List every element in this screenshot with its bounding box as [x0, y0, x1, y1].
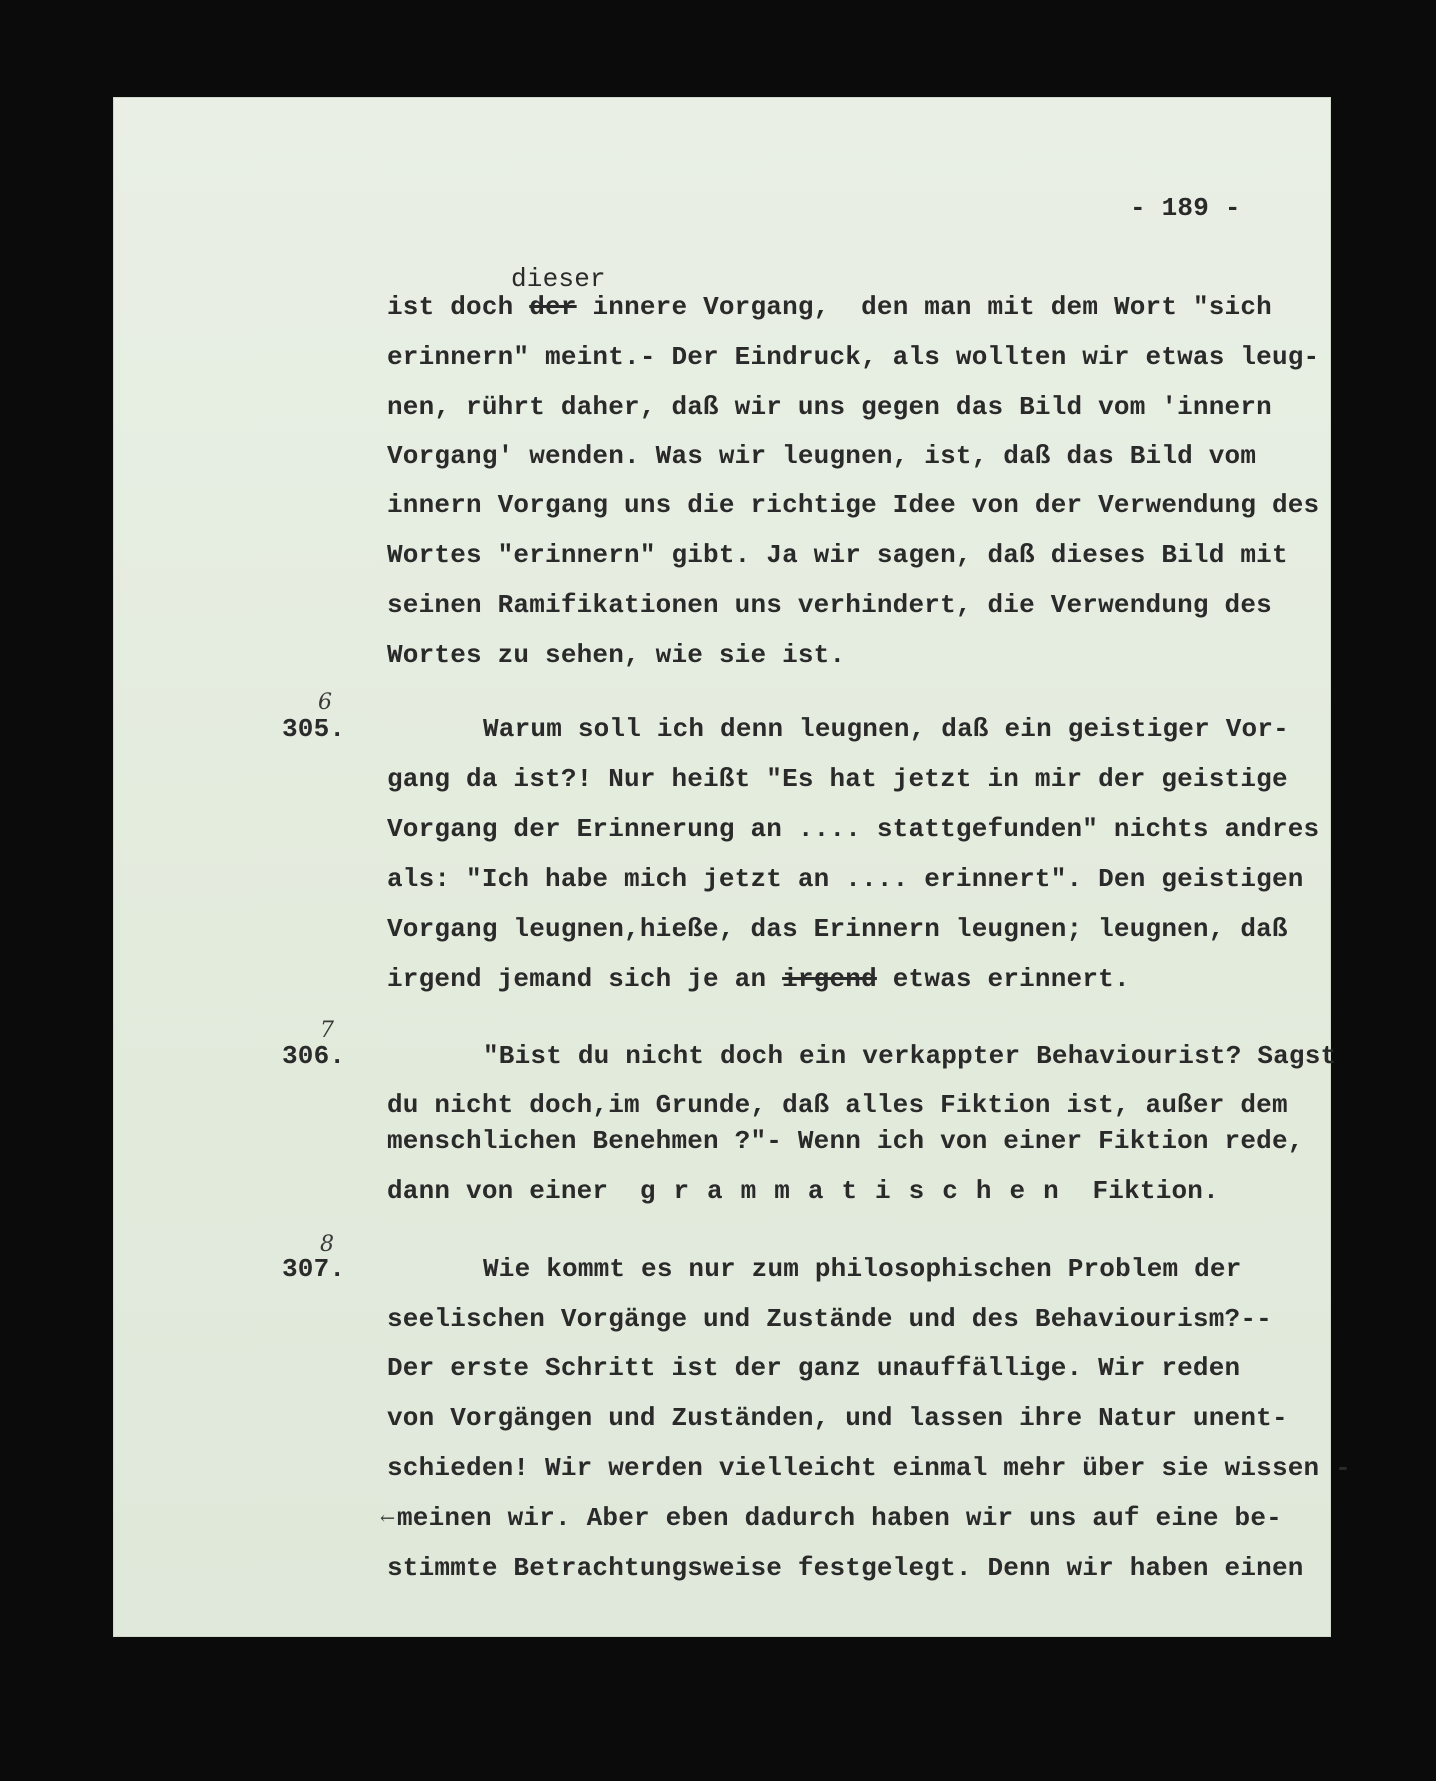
para3-line1: "Bist du nicht doch ein verkappter Behaviourist? Sagst	[483, 1041, 1337, 1071]
para4-line4: von Vorgängen und Zuständen, und lassen ihre Natur unent-	[387, 1403, 1288, 1433]
para3-line4	[387, 1178, 1219, 1204]
para4-line2: seelischen Vorgänge und Zustände und des Behaviourism?--	[387, 1304, 1272, 1334]
para1-line3: nen, rührt daher, daß wir uns gegen das Bild vom 'innern	[387, 392, 1272, 422]
remark-number-307: 307.	[282, 1254, 346, 1284]
para2-line3: Vorgang der Erinnerung an .... stattgefunden" nichts andres	[387, 814, 1320, 844]
para2-line2: gang da ist?! Nur heißt "Es hat jetzt in mir der geistige	[387, 764, 1288, 794]
para1-line1	[387, 294, 1272, 320]
para2-line4: als: "Ich habe mich jetzt an .... erinnert". Den geistigen	[387, 864, 1304, 894]
handwritten-number-7: 7	[320, 1018, 334, 1043]
para2-line6-start: irgend jemand sich je an	[387, 964, 783, 994]
para2-line5: Vorgang leugnen,hieße, das Erinnern leugnen; leugnen, daß	[387, 914, 1288, 944]
handwritten-arrow-mark: ←	[380, 1508, 396, 1529]
para2-line6-end: etwas erinnert.	[876, 964, 1130, 994]
remark-number-306: 306.	[282, 1041, 346, 1071]
para1-line7: seinen Ramifikationen uns verhindert, die Verwendung des	[387, 590, 1272, 620]
para4-line6: meinen wir. Aber eben dadurch haben wir uns auf eine be-	[397, 1503, 1282, 1533]
para1-line2: erinnern" meint.- Der Eindruck, als wollten wir etwas leug-	[387, 342, 1320, 372]
para1-line6: Wortes "erinnern" gibt. Ja wir sagen, daß dieses Bild mit	[387, 540, 1288, 570]
para3-line4-end: Fiktion.	[1076, 1176, 1219, 1206]
insertion-word: dieser	[511, 264, 606, 294]
page-number: - 189 -	[1130, 193, 1241, 223]
para1-line1-start: ist doch	[387, 292, 530, 322]
para4-line7: stimmte Betrachtungsweise festgelegt. Denn wir haben einen	[387, 1553, 1304, 1583]
handwritten-number-6: 6	[318, 690, 332, 715]
para1-line5: innern Vorgang uns die richtige Idee von der Verwendung des	[387, 490, 1320, 520]
remark-number-305: 305.	[282, 714, 346, 744]
para3-line4-start: dann von einer	[387, 1176, 640, 1206]
para3-line3: menschlichen Benehmen ?"- Wenn ich von einer Fiktion rede,	[387, 1126, 1304, 1156]
para3-line2: du nicht doch,im Grunde, daß alles Fiktion ist, außer dem	[387, 1090, 1288, 1120]
para4-line5: schieden! Wir werden vielleicht einmal mehr über sie wissen -	[387, 1453, 1351, 1483]
para4-line1: Wie kommt es nur zum philosophischen Problem der	[483, 1254, 1242, 1284]
para1-line8: Wortes zu sehen, wie sie ist.	[387, 640, 846, 670]
spaced-word: grammatischen	[639, 1176, 1077, 1206]
para1-line4: Vorgang' wenden. Was wir leugnen, ist, daß das Bild vom	[387, 441, 1257, 471]
para2-line1: Warum soll ich denn leugnen, daß ein geistiger Vor-	[483, 714, 1289, 744]
para2-line6	[387, 966, 1130, 992]
para1-line1-end: innere Vorgang, den man mit dem Wort "sich	[576, 292, 1272, 322]
struck-word: irgend	[782, 964, 877, 994]
struck-word: der	[529, 292, 577, 322]
handwritten-number-8: 8	[320, 1232, 334, 1257]
para4-line3: Der erste Schritt ist der ganz unauffällige. Wir reden	[387, 1353, 1241, 1383]
